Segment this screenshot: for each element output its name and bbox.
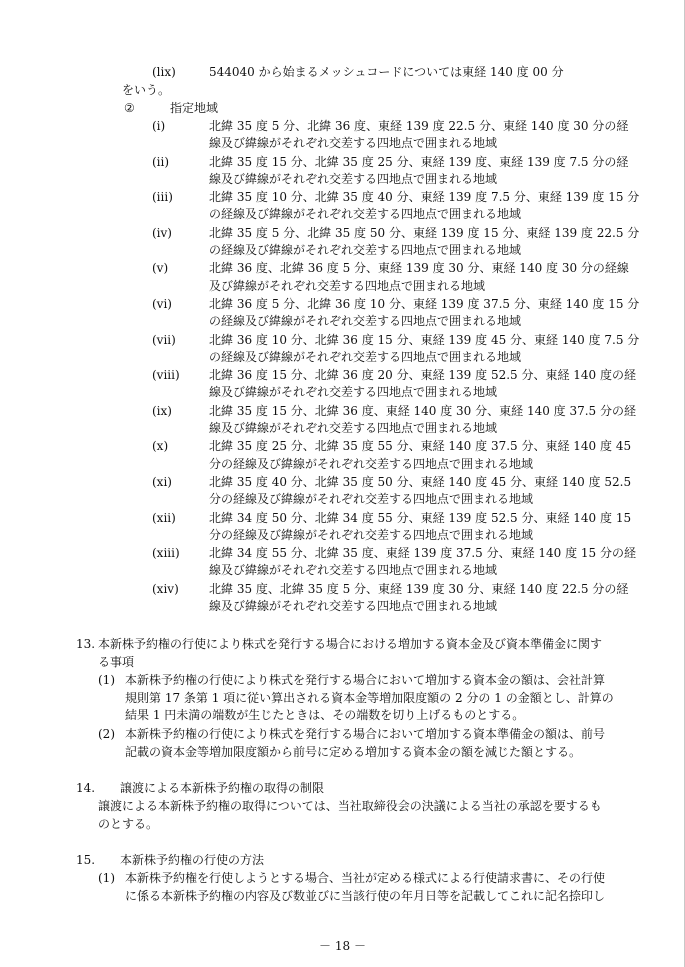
region-text-line: 北緯 35 度 15 分、北緯 35 度 25 分、東経 139 度、東経 139 度 7.5 分の経: [209, 154, 629, 169]
region-text-line: 北緯 35 度 15 分、北緯 36 度、東経 140 度 30 分、東経 140 度 37.5 分の経: [209, 403, 637, 418]
region-text-line: の経線及び緯線がそれぞれ交差する四地点で囲まれる地域: [209, 349, 522, 364]
item-text-lix-cont: をいう。: [122, 83, 171, 97]
region-text: [209, 438, 632, 473]
region-label: (iii): [152, 190, 173, 205]
region-text-line: 北緯 36 度、北緯 36 度 5 分、東経 139 度 30 分、東経 140 度 30 分の経線: [209, 261, 629, 276]
region-text-line: 北緯 35 度 25 分、北緯 35 度 55 分、東経 140 度 37.5 分、東経 140 度 45: [209, 439, 632, 454]
section-15-number: 15.: [76, 853, 96, 867]
section-13-item-1-line: 規則第 17 条第 1 項に従い算出される資本金等増加限度額の 2 分の 1 の金額とし、計算の: [125, 690, 614, 705]
region-text-line: 分の経線及び緯線がそれぞれ交差する四地点で囲まれる地域: [209, 527, 534, 542]
region-text-line: 北緯 34 度 55 分、北緯 35 度、東経 139 度 37.5 分、東経 140 度 15 分の経: [209, 546, 637, 561]
region-text-line: 線及び緯線がそれぞれ交差する四地点で囲まれる地域: [209, 385, 498, 400]
region-label: (ix): [152, 403, 172, 418]
region-label: (xiv): [152, 581, 179, 596]
region-text-line: 北緯 35 度 5 分、北緯 36 度、東経 139 度 22.5 分、東経 140 度 30 分の経: [209, 119, 629, 133]
section-15-item-1-line: 本新株予約権を行使しようとする場合、当社が定める様式による行使請求書に、その行使: [125, 871, 606, 885]
region-text: [209, 581, 629, 616]
region-label: (v): [152, 261, 169, 276]
region-label: (i): [152, 119, 166, 133]
designated-area-title: 指定地域: [170, 101, 219, 115]
circled-number-2: ②: [124, 101, 135, 115]
region-text-line: 及び緯線がそれぞれ交差する四地点で囲まれる地域: [209, 278, 486, 293]
region-text: [209, 118, 629, 153]
section-13-title-line: る事項: [98, 654, 135, 669]
region-text-line: 分の経線及び緯線がそれぞれ交差する四地点で囲まれる地域: [209, 492, 534, 507]
region-text-line: の経線及び緯線がそれぞれ交差する四地点で囲まれる地域: [209, 243, 522, 258]
region-label: (xi): [152, 475, 172, 489]
region-label: (iv): [152, 225, 172, 240]
section-13-title: [98, 636, 602, 671]
region-label: (xiii): [152, 546, 180, 561]
region-text-line: 線及び緯線がそれぞれ交差する四地点で囲まれる地域: [209, 599, 498, 614]
section-15-item-1-line: に係る本新株予約権の内容及び数並びに当該行使の年月日等を記載してこれに記名捺印し: [125, 888, 606, 903]
region-label: (x): [152, 439, 169, 454]
region-text-line: 線及び緯線がそれぞれ交差する四地点で囲まれる地域: [209, 136, 498, 151]
section-15-title: 本新株予約権の行使の方法: [120, 853, 265, 867]
region-text: [209, 545, 637, 580]
region-text-line: 北緯 36 度 15 分、北緯 36 度 20 分、東経 139 度 52.5 分、東経 140 度の経: [209, 368, 637, 383]
section-13-item-1-text: [125, 672, 614, 725]
section-13-item-1-label: (1): [98, 673, 115, 687]
item-text-lix: 544040 から始まるメッシュコードについては東経 140 度 00 分: [209, 65, 564, 79]
region-text-line: 北緯 36 度 10 分、北緯 36 度 15 分、東経 139 度 45 分、東経 140 度 7.5 分: [209, 332, 640, 347]
region-text: [209, 510, 632, 545]
section-14-body: [98, 798, 602, 833]
region-text-line: 北緯 35 度、北緯 35 度 5 分、東経 139 度 30 分、東経 140 度 22.5 分の経: [209, 581, 629, 596]
section-13-item-1-line: 結果 1 円未満の端数が生じたときは、その端数を切り上げるものとする。: [125, 708, 525, 723]
section-14-title: 譲渡による本新株予約権の取得の制限: [120, 781, 325, 795]
region-text: [209, 260, 629, 295]
section-15-item-1-label: (1): [98, 871, 115, 885]
section-13-item-2-label: (2): [98, 727, 115, 741]
region-text-line: 北緯 35 度 40 分、北緯 35 度 50 分、東経 140 度 45 分、東経 140 度 52.5: [209, 475, 632, 489]
section-14-body-line: 譲渡による本新株予約権の取得については、当社取締役会の決議による当社の承認を要するも: [98, 799, 602, 813]
region-text: [209, 154, 629, 189]
section-14-body-line: のとする。: [98, 816, 159, 831]
region-text-line: の経線及び緯線がそれぞれ交差する四地点で囲まれる地域: [209, 314, 522, 329]
region-text-line: 北緯 34 度 50 分、北緯 34 度 55 分、東経 139 度 52.5 分、東経 140 度 15: [209, 510, 632, 525]
section-13-item-2-line: 記載の資本金等増加限度額から前号に定める増加する資本金の額を減じた額とする。: [125, 744, 582, 759]
section-13-item-2-line: 本新株予約権の行使により株式を発行する場合において増加する資本準備金の額は、前号: [125, 727, 606, 741]
region-label: (vii): [152, 332, 176, 347]
region-text-line: 線及び緯線がそれぞれ交差する四地点で囲まれる地域: [209, 421, 498, 436]
section-13-number: 13.: [76, 637, 96, 651]
region-text: [209, 367, 637, 402]
region-text: [209, 332, 640, 367]
section-15-item-1-text: [125, 870, 605, 905]
section-13-title-line: 本新株予約権の行使により株式を発行する場合における増加する資本金及び資本準備金に関す: [98, 637, 603, 651]
region-text-line: 北緯 35 度 5 分、北緯 35 度 50 分、東経 139 度 15 分、東経 139 度 22.5 分: [209, 225, 640, 240]
region-text-line: の経線及び緯線がそれぞれ交差する四地点で囲まれる地域: [209, 207, 522, 222]
region-text: [209, 296, 640, 331]
region-label: (xii): [152, 510, 176, 525]
section-14-number: 14.: [76, 781, 96, 795]
region-text: [209, 403, 637, 438]
page-number: － 18 －: [319, 939, 366, 953]
region-text-line: 線及び緯線がそれぞれ交差する四地点で囲まれる地域: [209, 171, 498, 186]
region-text-line: 分の経線及び緯線がそれぞれ交差する四地点で囲まれる地域: [209, 456, 534, 471]
region-label: (vi): [152, 297, 172, 311]
region-text-line: 北緯 36 度 5 分、北緯 36 度 10 分、東経 139 度 37.5 分、東経 140 度 15 分: [209, 297, 640, 311]
section-13-item-2-text: [125, 726, 605, 761]
region-label: (viii): [152, 368, 180, 383]
section-13-item-1-line: 本新株予約権の行使により株式を発行する場合において増加する資本金の額は、会社計算: [125, 673, 606, 687]
region-text: [209, 225, 640, 260]
item-label-lix: (lix): [152, 65, 176, 79]
region-text: [209, 189, 640, 224]
region-text-line: 北緯 35 度 10 分、北緯 35 度 40 分、東経 139 度 7.5 分、東経 139 度 15 分: [209, 190, 640, 205]
region-text: [209, 474, 632, 509]
region-text-line: 線及び緯線がそれぞれ交差する四地点で囲まれる地域: [209, 563, 498, 578]
region-label: (ii): [152, 154, 170, 169]
